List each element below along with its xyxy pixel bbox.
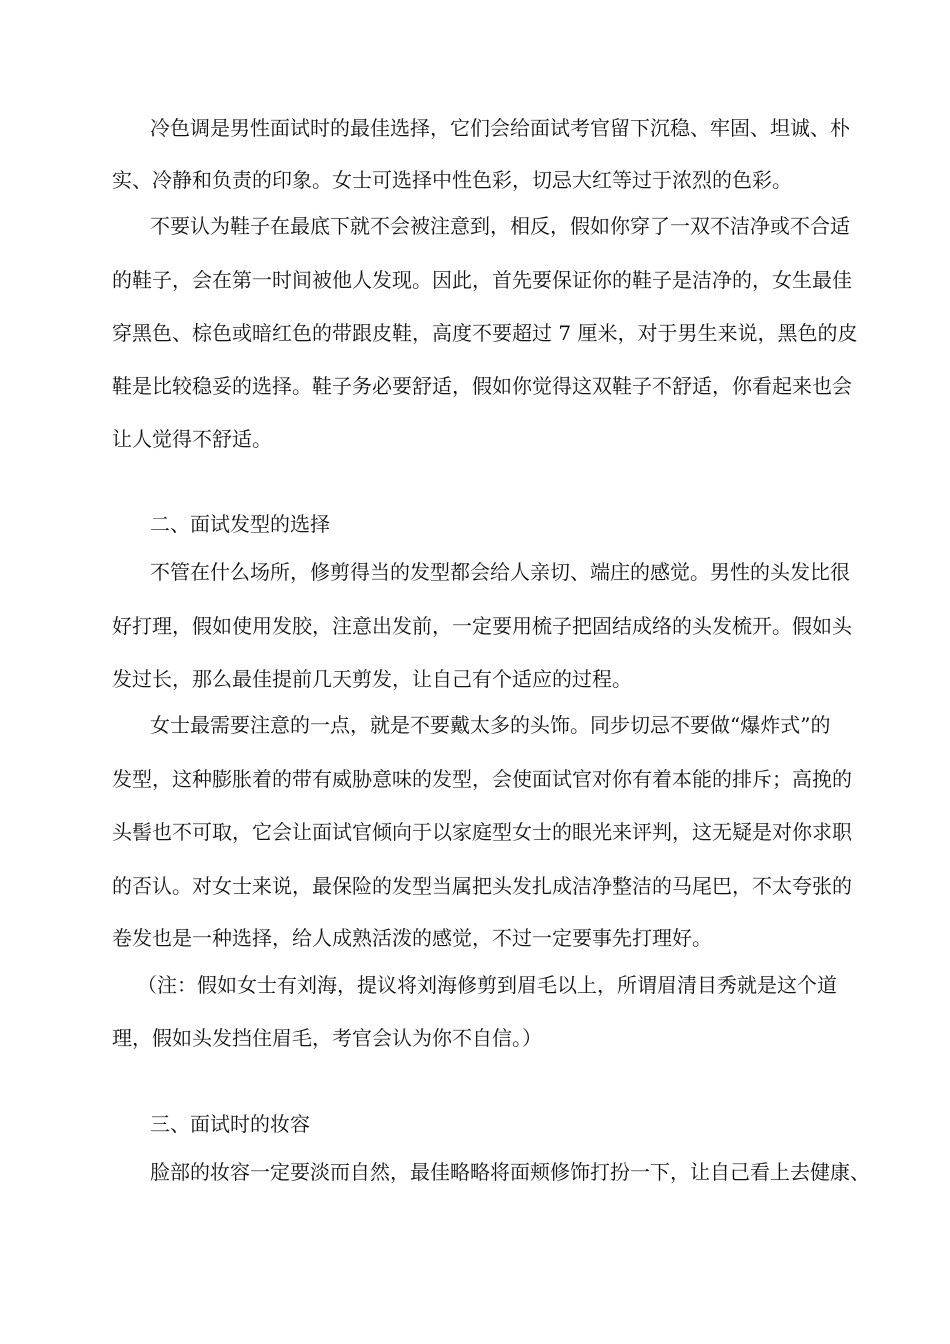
text-line: （注：假如女士有刘海，提议将刘海修剪到眉毛以上，所谓眉清目秀就是这个道 bbox=[137, 973, 837, 997]
section-heading bbox=[0, 510, 950, 538]
text-line: 卷发也是一种选择，给人成熟活泼的感觉，不过一定要事先打理好。 bbox=[112, 926, 712, 950]
text-line: 鞋是比较稳妥的选择。鞋子务必要舒适，假如你觉得这双鞋子不舒适，你看起来也会 bbox=[112, 374, 852, 398]
heading-text: 三、面试时的妆容 bbox=[150, 1112, 310, 1136]
paragraph-line bbox=[0, 924, 950, 952]
paragraph-line bbox=[0, 1158, 950, 1186]
text-line: 脸部的妆容一定要淡而自然，最佳略略将面颊修饰打扮一下，让自己看上去健康、 bbox=[150, 1160, 870, 1184]
paragraph-line bbox=[0, 319, 950, 347]
text-line: 理，假如头发挡住眉毛，考官会认为你不自信。） bbox=[112, 1026, 542, 1050]
text-line: 不要认为鞋子在最底下就不会被注意到，相反，假如你穿了一双不洁净或不合适 bbox=[150, 214, 850, 238]
paragraph-line bbox=[0, 166, 950, 194]
text-line: 头髻也不可取，它会让面试官倾向于以家庭型女士的眼光来评判，这无疑是对你求职 bbox=[112, 820, 852, 844]
text-line: 好打理，假如使用发胶，注意出发前，一定要用梳子把固结成络的头发梳开。假如头 bbox=[112, 614, 852, 638]
paragraph-line bbox=[0, 765, 950, 793]
text-line: 发过长，那么最佳提前几天剪发，让自己有个适应的过程。 bbox=[112, 667, 632, 691]
heading-text: 二、面试发型的选择 bbox=[150, 512, 330, 536]
text-line: 不管在什么场所，修剪得当的发型都会给人亲切、端庄的感觉。男性的头发比很 bbox=[150, 560, 850, 584]
paragraph-line bbox=[0, 818, 950, 846]
text-line: 发型，这种膨胀着的带有威胁意味的发型，会使面试官对你有着本能的排斥；高挽的 bbox=[112, 767, 852, 791]
text-line: 的否认。对女士来说，最保险的发型当属把头发扎成洁净整洁的马尾巴，不太夸张的 bbox=[112, 874, 852, 898]
paragraph-line bbox=[0, 212, 950, 240]
text-line: 的鞋子，会在第一时间被他人发现。因此，首先要保证你的鞋子是洁净的，女生最佳 bbox=[112, 268, 852, 292]
paragraph-line bbox=[0, 114, 950, 142]
paragraph-line bbox=[0, 372, 950, 400]
paragraph-line bbox=[0, 872, 950, 900]
paragraph-line bbox=[0, 665, 950, 693]
paragraph-line bbox=[0, 971, 950, 999]
text-line: 冷色调是男性面试时的最佳选择，它们会给面试考官留下沉稳、牢固、坦诚、朴 bbox=[150, 116, 850, 140]
text-line: 实、冷静和负责的印象。女士可选择中性色彩，切忌大红等过于浓烈的色彩。 bbox=[112, 168, 792, 192]
text-line: 让人觉得不舒适。 bbox=[112, 427, 272, 451]
paragraph-line bbox=[0, 425, 950, 453]
paragraph-line bbox=[0, 612, 950, 640]
text-line: 穿黑色、棕色或暗红色的带跟皮鞋，高度不要超过 7 厘米，对于男生来说，黑色的皮 bbox=[112, 321, 858, 345]
paragraph-line bbox=[0, 558, 950, 586]
text-line: 女士最需要注意的一点，就是不要戴太多的头饰。同步切忌不要做“爆炸式”的 bbox=[150, 713, 831, 737]
section-heading bbox=[0, 1110, 950, 1138]
paragraph-line bbox=[0, 1024, 950, 1052]
paragraph-line bbox=[0, 266, 950, 294]
paragraph-line bbox=[0, 711, 950, 739]
